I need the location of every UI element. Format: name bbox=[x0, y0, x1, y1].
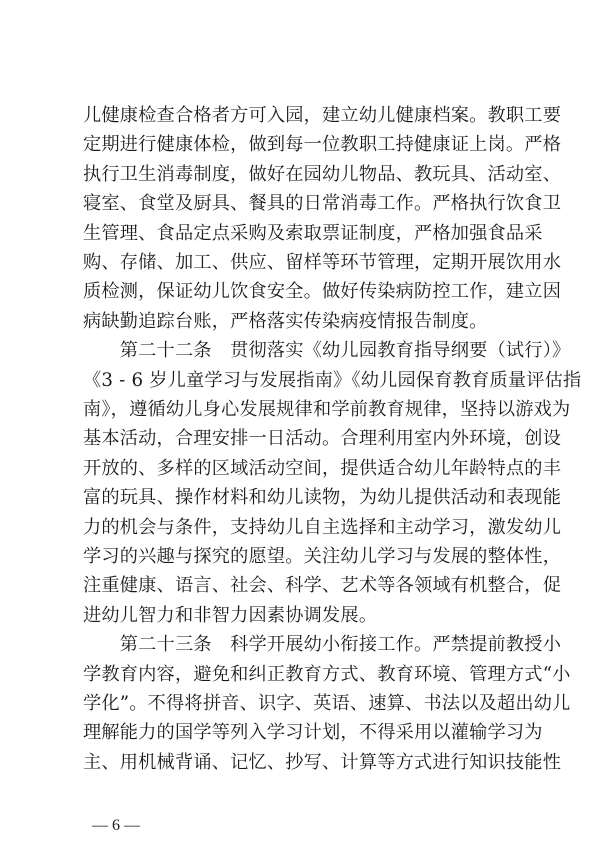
text-line: 学习的兴趣与探究的愿望。关注幼儿学习与发展的整体性， bbox=[83, 546, 562, 567]
text-line: 学化”。不得将拼音、识字、英语、速算、书法以及超出幼儿 bbox=[83, 693, 571, 714]
text-line: 注重健康、语言、社会、科学、艺术等各领域有机整合，促 bbox=[83, 575, 562, 597]
page-number: — 6 — bbox=[92, 817, 140, 834]
text-line: 生管理、食品定点采购及索取票证制度，严格加强食品采 bbox=[83, 222, 543, 244]
text-line: 力的机会与条件，支持幼儿自主选择和主动学习，激发幼儿 bbox=[83, 516, 562, 538]
text-line: 开放的、多样的区域活动空间，提供适合幼儿年龄特点的丰 bbox=[83, 457, 562, 479]
text-line: 《3 - 6 岁儿童学习与发展指南》《幼儿园保育教育质量评估指 bbox=[83, 369, 582, 391]
article-22-heading-line: 第二十二条 贯彻落实《幼儿园教育指导纲要（试行）》 bbox=[83, 340, 571, 362]
text-line: 进幼儿智力和非智力因素协调发展。 bbox=[83, 604, 378, 626]
text-line: 定期进行健康体检，做到每一位教职工持健康证上岗。严格 bbox=[83, 134, 562, 156]
text-line: 寝室、食堂及厨具、餐具的日常消毒工作。严格执行饮食卫 bbox=[83, 193, 562, 215]
text-line: 基本活动，合理安排一日活动。合理利用室内外环境，创设 bbox=[83, 428, 562, 450]
text-line: 学教育内容，避免和纠正教育方式、教育环境、管理方式“小 bbox=[83, 663, 571, 685]
text-line: 富的玩具、操作材料和幼儿读物，为幼儿提供活动和表现能 bbox=[83, 487, 562, 509]
text-line: 南》，遵循幼儿身心发展规律和学前教育规律，坚持以游戏为 bbox=[83, 399, 571, 420]
article-23-heading-line: 第二十三条 科学开展幼小衔接工作。严禁提前教授小 bbox=[83, 634, 562, 656]
text-line: 主、用机械背诵、记忆、抄写、计算等方式进行知识技能性 bbox=[83, 751, 562, 773]
text-line: 购、存储、加工、供应、留样等环节管理，定期开展饮用水 bbox=[83, 252, 562, 273]
text-line: 儿健康检查合格者方可入园，建立幼儿健康档案。教职工要 bbox=[83, 105, 562, 126]
text-line: 病缺勤追踪台账，严格落实传染病疫情报告制度。 bbox=[83, 310, 488, 332]
text-line: 执行卫生消毒制度，做好在园幼儿物品、教玩具、活动室、 bbox=[83, 163, 562, 185]
text-line: 理解能力的国学等列入学习计划，不得采用以灌输学习为 bbox=[83, 722, 543, 744]
text-line: 质检测，保证幼儿饮食安全。做好传染病防控工作，建立因 bbox=[83, 281, 562, 303]
